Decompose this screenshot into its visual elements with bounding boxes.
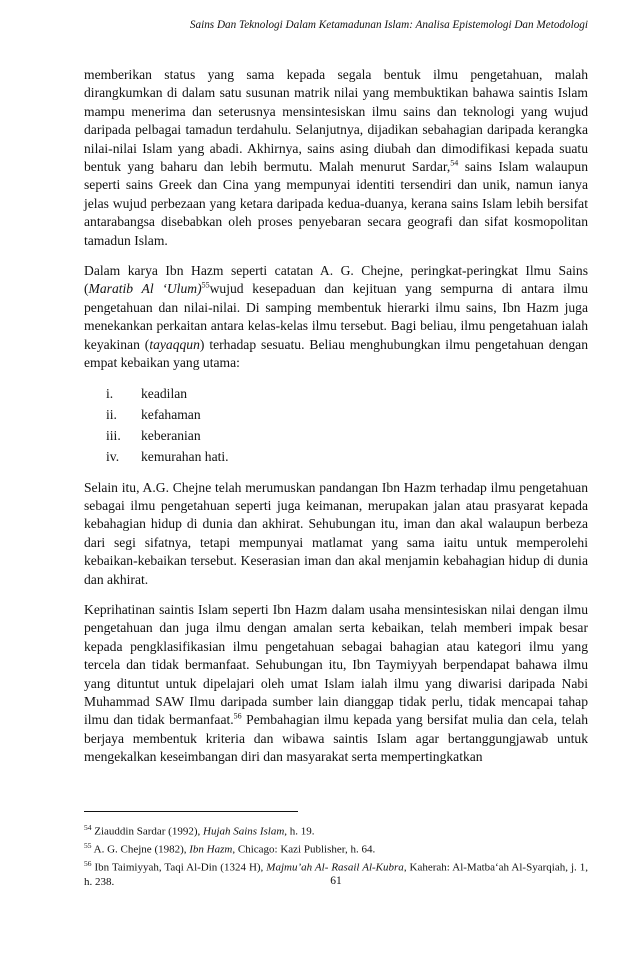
paragraph-2-italic-tayaqqun: tayaqqun xyxy=(149,336,200,352)
list-item-label: keadilan xyxy=(141,385,188,401)
footnote-text-b: , Chicago: Kazi Publisher, h. 64. xyxy=(232,843,376,856)
footnote-text-a: A. G. Chejne (1982), xyxy=(91,843,190,856)
footnote-55 xyxy=(84,839,588,857)
paragraph-2-text-b: wujud kesepaduan dan kejituan yang sempurna di antara ilmu pengetahuan dan nilai-nilai. Di samping membentuk hierarki ilmu sains, Ibn Hazm juga menekankan perkaitan antara kelas-kelas ilmu tersebut. Bagi beliau, ilmu pengetahuan ialah keyakinan ( xyxy=(84,281,588,352)
footnote-text-a: Ibn Taimiyyah, Taqi Al-Din (1324 H), xyxy=(91,861,267,874)
paragraph-1-text-a: memberikan status yang sama kepada segala bentuk ilmu pengetahuan, malah dirangkumkan di dalam satu susunan matrik nilai yang membuktikan bahawa saintis Islam mampu menerima dan seterusnya mensintesiskan ilmu sains dan teknologi yang wujud daripada pelbagai tamadun terdahulu. Selanjutnya, dijadikan sebahagian daripada kerangka nilai-nilai Islam yang abadi. Akhirnya, sains asing diubah dan dimodifikasi kepada suatu bentuk yang baharu dan lebih bermutu. Malah menurut Sardar, xyxy=(84,67,588,175)
footnote-title: Hujah Sains Islam xyxy=(203,825,285,838)
footnote-ref-54[interactable]: 54 xyxy=(450,158,459,168)
list-item xyxy=(106,425,588,446)
list-item-number: iii. xyxy=(106,427,121,443)
paragraph-1 xyxy=(84,66,588,250)
footnote-text-a: Ziauddin Sardar (1992), xyxy=(91,825,203,838)
list-item xyxy=(106,446,588,467)
list-item-number: iv. xyxy=(106,448,120,464)
paragraph-2-italic-term: Maratib Al ‘Ulum) xyxy=(88,281,202,297)
list-item-label: kemurahan hati. xyxy=(141,448,229,464)
footnote-54 xyxy=(84,821,588,839)
list-item xyxy=(106,404,588,425)
list-item-number: ii. xyxy=(106,406,117,422)
paragraph-2-text-a: Dalam karya Ibn Hazm seperti catatan A. G. Chejne, peringkat-peringkat Ilmu Sains ( xyxy=(84,263,588,297)
list-item xyxy=(106,383,588,404)
footnote-number: 55 xyxy=(84,841,92,851)
list-item-label: kefahaman xyxy=(141,406,201,422)
list-item-number: i. xyxy=(106,385,114,401)
paragraph-4 xyxy=(84,601,588,767)
paragraph-2 xyxy=(84,262,588,372)
footnote-number: 54 xyxy=(84,823,92,832)
footnote-text-b: , h. 19. xyxy=(284,825,315,838)
footnote-title: Majmu’ah Al- Rasail Al-Kubra xyxy=(266,861,404,874)
footnote-title: Ibn Hazm xyxy=(189,843,233,856)
footnote-ref-55[interactable]: 55 xyxy=(201,280,210,290)
footnote-text-b: , Kaherah: Al-Matba‘ah Al-Syarqiah, j. 1, h. 238. xyxy=(84,861,588,889)
footnote-separator xyxy=(84,811,298,812)
page-number: 61 xyxy=(330,875,342,887)
footnote-ref-56[interactable]: 56 xyxy=(233,711,242,721)
footnote-number: 56 xyxy=(84,859,92,869)
running-header: Sains Dan Teknologi Dalam Ketamadunan Islam: Analisa Epistemologi Dan Metodologi xyxy=(189,19,588,31)
paragraph-2-text-c: ) terhadap sesuatu. Beliau menghubungkan ilmu pengetahuan dengan empat kebaikan yang utama: xyxy=(84,336,588,371)
body-text xyxy=(84,66,588,779)
virtues-list xyxy=(84,383,588,467)
list-item-label: keberanian xyxy=(141,427,201,443)
paragraph-4-text-b: Pembahagian ilmu kepada yang bersifat mulia dan cela, telah berjaya membentuk kriteria dan wibawa saintis Islam agar bertanggungjawab untuk mengekalkan keseimbangan diri dan masyarakat serta mempertingkatkan xyxy=(84,712,588,765)
paragraph-3: Selain itu, A.G. Chejne telah merumuskan pandangan Ibn Hazm terhadap ilmu pengetahuan sebagai ilmu pengetahuan seperti juga keimanan, merupakan jalan atau prasyarat kepada kebahagian hidup di dunia dan akhirat. Sehubungan itu, iman dan akal walaupun berbeza dari segi sifatnya, tetapi mempunyai matlamat yang sama iaitu untuk memperolehi kebaikan-kebaikan tersebut. Keserasian iman dan akal menjamin kebahagian hidup di dunia dan akhirat. xyxy=(84,479,588,587)
paragraph-4-text-a: Keprihatinan saintis Islam seperti Ibn Hazm dalam usaha mensintesiskan nilai dengan ilmu pengetahuan dan juga ilmu dengan amalan serta kebaikan, telah memberi impak besar kepada pengklasifikasian ilmu pengetahuan sebagai bahagian atau kategori ilmu yang tercela dan tidak bermanfaat. Sehubungan itu, Ibn Taymiyyah berpendapat bahawa ilmu yang dituntut untuk dipelajari oleh umat Islam ialah ilmu yang diwarisi daripada Nabi Muhammad SAW Ilmu daripada sumber lain dianggap tidak perlu, tidak mencapai tahap ilmu dan tidak bermanfaat. xyxy=(84,601,588,728)
paragraph-1-text-b: sains Islam walaupun seperti sains Greek dan Cina yang mempunyai identiti tersendiri dan unik, namun ianya jelas wujud perbezaan yang ketara daripada kedua-duanya, kerana sains Islam lebih bersifat antarabangsa disebabkan oleh proses penyebaran secara geografi dan sifat kosmopolitan tamadun Islam. xyxy=(84,159,588,248)
